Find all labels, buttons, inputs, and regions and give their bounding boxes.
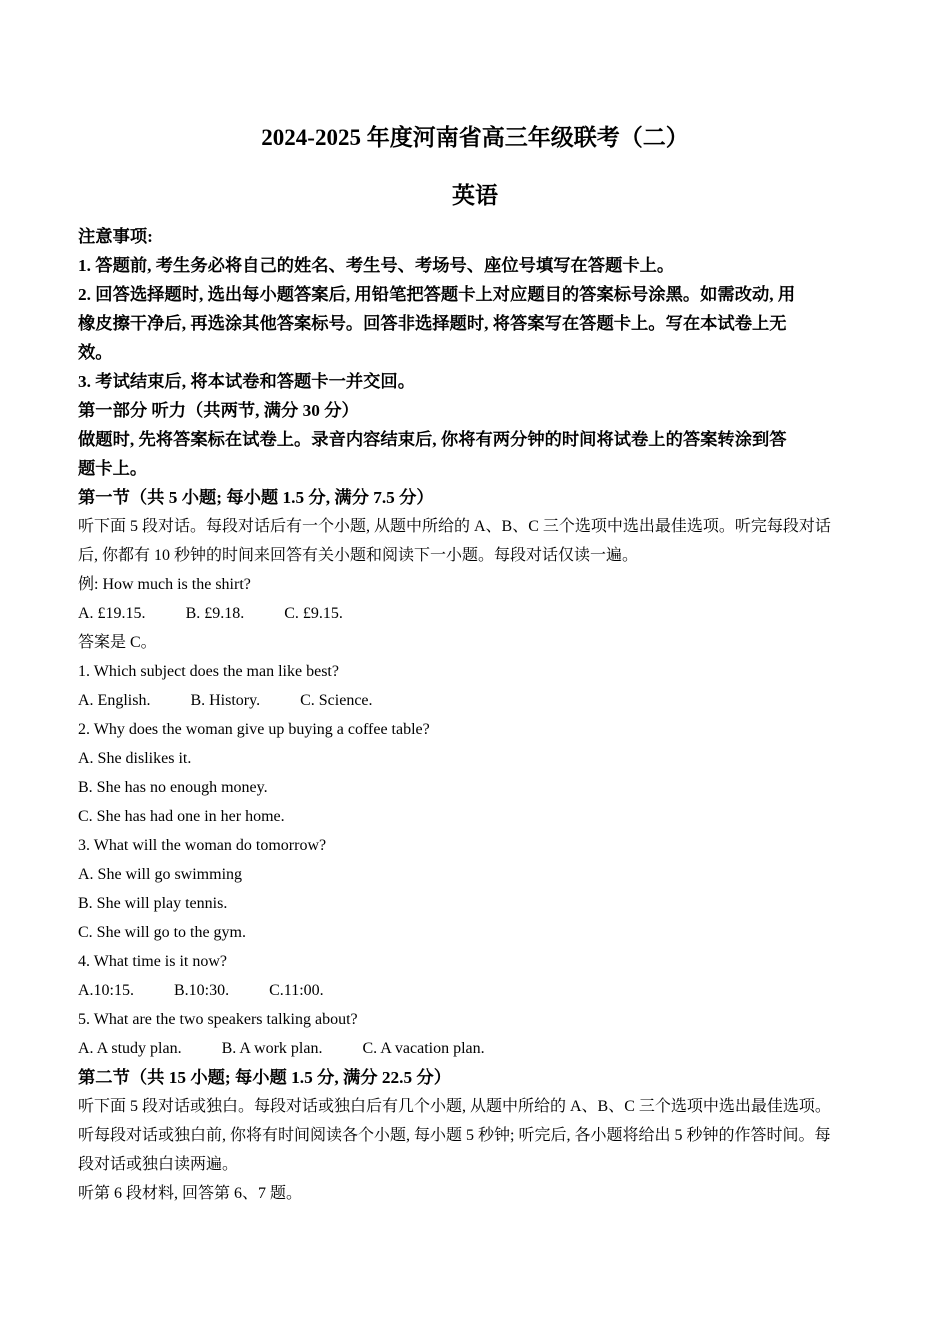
q4-option-c: C.11:00.: [269, 982, 324, 999]
part1-instruction-line-1: 做题时, 先将答案标在试卷上。录音内容结束后, 你将有两分钟的时间将试卷上的答案转涂到答: [78, 430, 787, 449]
q1-option-a: A. English.: [78, 692, 151, 709]
question-3: 3. What will the woman do tomorrow?: [78, 837, 327, 854]
section2-instruction-line-2: 听每段对话或独白前, 你将有时间阅读各个小题, 每小题 5 秒钟; 听完后, 各小题将给出 5 秒钟的作答时间。每: [78, 1127, 831, 1144]
question-4: 4. What time is it now?: [78, 953, 228, 970]
example-options: [78, 599, 873, 628]
example-option-c: C. £9.15.: [284, 605, 343, 622]
section1-heading: 第一节（共 5 小题; 每小题 1.5 分, 满分 7.5 分）: [78, 488, 434, 507]
example-option-b: B. £9.18.: [185, 605, 245, 622]
q5-option-b: B. A work plan.: [221, 1040, 323, 1057]
example-question: 例: How much is the shirt?: [78, 576, 251, 593]
q1-option-b: B. History.: [190, 692, 261, 709]
question-4-options: [78, 976, 873, 1005]
question-2: 2. Why does the woman give up buying a coffee table?: [78, 721, 430, 738]
section1-instruction-line-2: 后, 你都有 10 秒钟的时间来回答有关小题和阅读下一小题。每段对话仅读一遍。: [78, 547, 639, 564]
q2-option-b: B. She has no enough money.: [78, 779, 268, 796]
exam-content: [78, 222, 873, 1208]
q3-option-b: B. She will play tennis.: [78, 895, 228, 912]
q3-option-a: A. She will go swimming: [78, 866, 243, 883]
question-1: 1. Which subject does the man like best?: [78, 663, 339, 680]
part1-heading: 第一部分 听力（共两节, 满分 30 分）: [78, 401, 359, 420]
example-answer: 答案是 C。: [78, 634, 157, 651]
q5-option-c: C. A vacation plan.: [362, 1040, 485, 1057]
example-option-a: A. £19.15.: [78, 605, 146, 622]
exam-title: 2024-2025 年度河南省高三年级联考（二）: [261, 125, 689, 150]
q2-option-c: C. She has had one in her home.: [78, 808, 285, 825]
q1-option-c: C. Science.: [300, 692, 373, 709]
q2-option-a: A. She dislikes it.: [78, 750, 192, 767]
section2-heading: 第二节（共 15 小题; 每小题 1.5 分, 满分 22.5 分）: [78, 1068, 451, 1087]
notice-item-2-line-2: 橡皮擦干净后, 再选涂其他答案标号。回答非选择题时, 将答案写在答题卡上。写在本试卷上无: [78, 314, 787, 333]
section1-instruction-line-1: 听下面 5 段对话。每段对话后有一个小题, 从题中所给的 A、B、C 三个选项中选出最佳选项。听完每段对话: [78, 518, 831, 535]
notice-item-2-line-3: 效。: [78, 343, 113, 362]
notice-heading: 注意事项:: [78, 227, 153, 246]
notice-item-3: 3. 考试结束后, 将本试卷和答题卡一并交回。: [78, 372, 415, 391]
section2-instruction-line-1: 听下面 5 段对话或独白。每段对话或独白后有几个小题, 从题中所给的 A、B、C 三个选项中选出最佳选项。: [78, 1098, 831, 1115]
notice-item-2-line-1: 2. 回答选择题时, 选出每小题答案后, 用铅笔把答题卡上对应题目的答案标号涂黑。如需改动, 用: [78, 285, 796, 304]
question-1-options: [78, 686, 873, 715]
q4-option-b: B.10:30.: [174, 982, 230, 999]
exam-subject: 英语: [452, 183, 498, 208]
question-5: 5. What are the two speakers talking about?: [78, 1011, 358, 1028]
material-6-instruction: 听第 6 段材料, 回答第 6、7 题。: [78, 1185, 303, 1202]
section2-instruction-line-3: 段对话或独白读两遍。: [78, 1156, 239, 1173]
part1-instruction-line-2: 题卡上。: [78, 459, 148, 478]
q4-option-a: A.10:15.: [78, 982, 134, 999]
q3-option-c: C. She will go to the gym.: [78, 924, 246, 941]
q5-option-a: A. A study plan.: [78, 1040, 182, 1057]
question-5-options: [78, 1034, 873, 1063]
notice-item-1: 1. 答题前, 考生务必将自己的姓名、考生号、考场号、座位号填写在答题卡上。: [78, 256, 675, 275]
